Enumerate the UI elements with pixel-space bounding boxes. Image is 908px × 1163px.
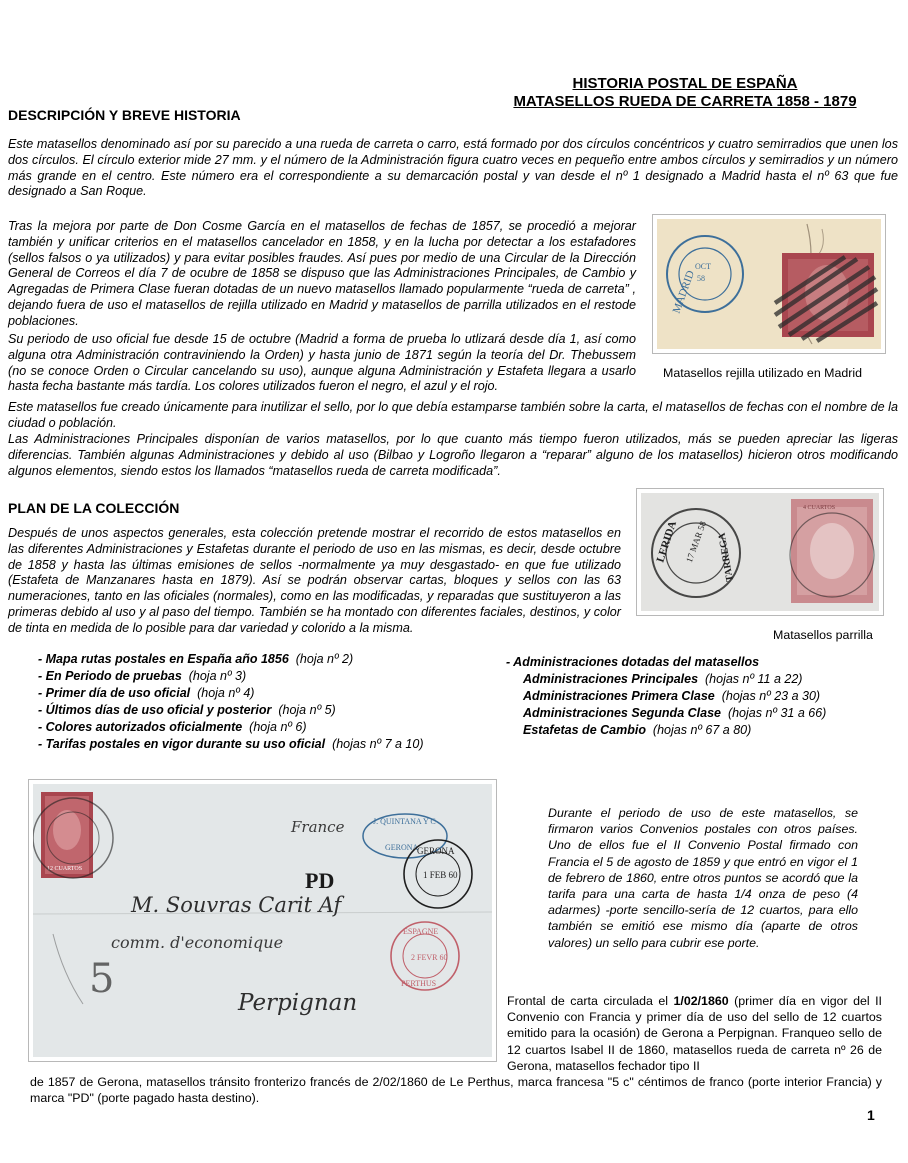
- cover-stamp-value: 12 CUARTOS: [47, 866, 83, 872]
- history-paragraph-1: Tras la mejora por parte de Don Cosme García en el matasellos de fechas de 1857, se procedió a mejorar también y unificar criterios en el matasellos cancelador en 1858, y en la lucha por detectar a los estafadores (sellos falsos o ya utilizados) y para evitar posibles fraudes. Así pues por medio de una Circular de la Dirección General de Correos el día 7 de ocubre de 1858 se dispuso que las Administraciones Principales, de Cambio y Agregadas de Primera Clase fueran dotadas de un nuevo matasellos llamado popularmente “rueda de carreta” , dejando fuera de uso el matasellos de rejilla utilizado en Madrid y matasellos de parrilla utilizados en el restode poblaciones.: [8, 219, 636, 328]
- history-paragraph-2: Su periodo de uso oficial fue desde 15 de octubre (Madrid a forma de prueba lo utlizará desde día 1, así como alguna otra Administración contraviniendo la Orden) y hasta junio de 1871 según la teoría del Dr. Thebussem (no se conoce Orden o Circular cancelando su uso), aunque alguna Administración y Estafeta llegara a usarlo hasta fecha bastante más tardía. Los colores utilizados fueron el negro, el azul y el rojo.: [8, 332, 636, 394]
- plan-paragraph: Después de unos aspectos generales, esta colección pretende mostrar el recorrido de estos matasellos en las diferentes Administraciones y Estafetas durante el periodo de uso en las mismas, es decir, desde octubre de 1858 y hasta las últimas emisiones de sellos -normalmente ya muy desgastado- en que fue utilizado (Estafeta de Manzanares hasta en 1879). Así se podrán observar cartas, bloques y sellos con las 63 numeraciones, tanto en las oficiales (normales), como en las modificadas, y reparadas que sustituyeron a las primeras debido al uso y al paso del tiempo. También se ha montado con diferentes faciales, destinos, y color de tinta en medida de lo posible para dar variedad y colorido a la misma.: [8, 526, 621, 635]
- cover-address-name: M. Souvras Carit Af: [131, 893, 342, 917]
- frontal-date: 1/02/1860: [673, 994, 729, 1008]
- cover-postmark-date: 1 FEB 60: [423, 870, 458, 880]
- cover-oval-text2: GERONA: [385, 843, 419, 852]
- svg-text:4 CUARTOS: 4 CUARTOS: [803, 505, 836, 511]
- list-item: Administraciones Primera Clase (hojas nº 23 a 30): [523, 689, 821, 703]
- section-heading-description: DESCRIPCIÓN Y BREVE HISTORIA: [8, 107, 241, 123]
- cover-5c-mark: 5: [89, 956, 115, 1002]
- frontal-description-right: Frontal de carta circulada el 1/02/1860 (primer día en vigor del II Convenio con Francia y primer día de uso del sello de 12 cuartos emitido para la ocasión) de Gerona a Perpignan. Franqueo sello de 12 cuartos Isabel II de 1860, matasellos rueda de carreta nº 26 de Gerona, matasellos fechador tipo II: [507, 994, 882, 1073]
- caption-rejilla: Matasellos rejilla utilizado en Madrid: [663, 366, 863, 380]
- svg-text:OCT: OCT: [695, 262, 711, 271]
- postmark-date: 17 MAR 58: [683, 519, 709, 564]
- cover-pd-mark: PD: [305, 868, 335, 893]
- page-title-line2: MATASELLOS RUEDA DE CARRETA 1858 - 1879: [513, 93, 857, 110]
- cover-letter-photo: [28, 779, 497, 1062]
- cover-postmark-text: GERONA: [417, 846, 455, 856]
- cover-oval-text: J. QUINTANA Y C: [373, 817, 436, 826]
- plan-list-right: [506, 654, 826, 739]
- section-heading-plan: PLAN DE LA COLECCIÓN: [8, 500, 180, 516]
- list-item: - Mapa rutas postales en España año 1856 (hoja nº 2): [38, 652, 354, 666]
- list-item: Administraciones Segunda Clase (hojas nº 31 a 66): [523, 706, 827, 720]
- rejilla-stamp-photo: [652, 214, 886, 354]
- list-item: - Colores autorizados oficialmente (hoja nº 6): [38, 720, 307, 734]
- history-paragraph-4: Las Administraciones Principales disponían de varios matasellos, por lo que cuanto más tiempo fueron utilizados, más se pueden apreciar las ligeras diferencias. También algunas Administraciones y debido al uso (Bilbao y Logroño llegaron a “reparar” alguno de los matasellos) hicieron otros modificando algunos elementos, siendo estos los llamados “matasellos rueda de carreta modificada”.: [8, 432, 898, 478]
- intro-paragraph: Este matasellos denominado así por su parecido a una rueda de carreta o carro, está formado por dos círculos concéntricos y cuatro semirradios que unen los dos círculos. El círculo exterior mide 27 mm. y el número de la Administración figura cuatro veces en pequeño entre ambos círculos y semirradios y un número más grande en el centro. Este número era el correspondiente a su demarcación postal y van desde el nº 1 designado a Madrid hasta el nº 63 que fue designado a San Roque.: [8, 137, 898, 199]
- cover-red-mark: ESPAGNE: [403, 927, 439, 936]
- list-item: - Últimos días de uso oficial y posterior (hoja nº 5): [38, 703, 336, 717]
- postmark-tarrega-text: TARREGA: [716, 531, 736, 583]
- postmark-madrid-text: MADRID: [670, 268, 698, 316]
- plan-list-left: [38, 651, 424, 753]
- parrilla-stamp-photo: [636, 488, 884, 616]
- cover-red-mark-place: PERTHUS: [401, 979, 437, 988]
- cover-address-city: Perpignan: [238, 990, 358, 1016]
- list-item: Administraciones Principales (hojas nº 11 a 22): [523, 672, 803, 686]
- convenio-paragraph: Durante el periodo de uso de este matasellos, se firmaron varios Convenios postales con otros países. Uno de ellos fue el II Convenio Postal firmado con Francia el 5 de agosto de 1859 y que entró en vigor el 1 de febrero de 1860, entre otros puntos se acordó que la tarifa para una carta de hasta 1/4 onza de peso (4 adarmes) -porte sencillo-sería de 12 cuartos, para ello también se emitió ese mismo día (aparte de otros valores) un sello para cubrir ese porte.: [548, 806, 858, 950]
- list-item: - Administraciones dotadas del matasellos: [506, 655, 760, 669]
- history-paragraph-3: Este matasellos fue creado únicamente para inutilizar el sello, por lo que debía estamparse también sobre la carta, el matasellos de fechas con el nombre de la ciudad o población.: [8, 400, 898, 430]
- page-number: 1: [867, 1107, 875, 1123]
- cover-address-country: France: [291, 818, 345, 836]
- list-item: - En Periodo de pruebas (hoja nº 3): [38, 669, 247, 683]
- list-item: - Primer día de uso oficial (hoja nº 4): [38, 686, 255, 700]
- caption-parrilla: Matasellos parrilla: [773, 628, 873, 642]
- list-item: Estafetas de Cambio (hojas nº 67 a 80): [523, 723, 752, 737]
- postmark-lerida-text: LERIDA: [654, 519, 680, 564]
- cover-address-line: comm. d'economique: [111, 933, 284, 952]
- frontal-description-bottom: de 1857 de Gerona, matasellos tránsito fronterizo francés de 2/02/1860 de Le Perthus, marca francesa "5 c" céntimos de franco (porte interior Francia) y marca "PD" (porte pagado hasta destino).: [30, 1075, 882, 1106]
- page-title-line1: HISTORIA POSTAL DE ESPAÑA: [572, 75, 798, 92]
- cover-red-mark-date: 2 FEVR 60: [411, 953, 448, 962]
- list-item: - Tarifas postales en vigor durante su uso oficial (hojas nº 7 a 10): [38, 737, 424, 751]
- svg-text:58: 58: [697, 274, 705, 283]
